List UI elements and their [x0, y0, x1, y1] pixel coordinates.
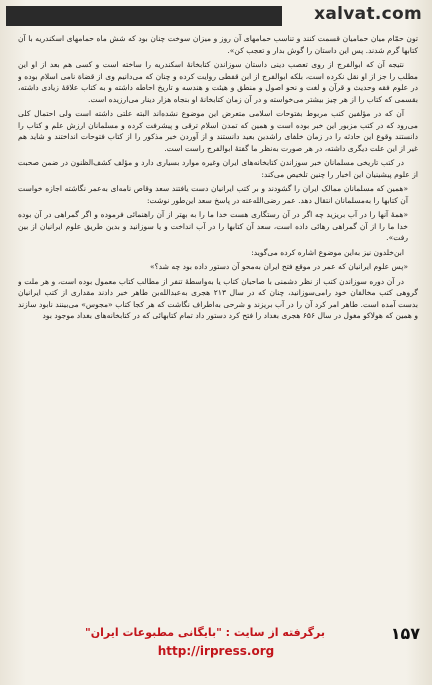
paragraph: تون حمّام میان حمامیان قسمت کنند و تناسب حمامهای آن روز و میزان سوخت چنان بود که شش ماه حمامهای اسکندریه با آن کتابها گرم شدند. پس این داستان را گوش بدار و تعجب کن».: [18, 34, 418, 55]
header-bar: [6, 6, 282, 26]
source-url-link[interactable]: http://irpress.org: [157, 644, 275, 658]
paragraph: نتیجه آن که ابوالفرج از روی تعصب دینی داستان سوزاندن کتابخانهٔ اسکندریه را ساخته است و کسی هم بعد از او این مطلب را جز از او نقل نکرده است، بلکه ابوالفرج از ابن قفطی روایت کرده و چنان که می‌دانیم وی از قضاة نامی اسلام بوده و در علوم فقه وحدیث و قرآن و لغت و نحو اصول و منطق و هیئت و هندسه و تاریخ احاطه داشته و به کتاب علاقهٔ زیادی داشته، بقسمی که کتاب را از هر چیز بیشتر می‌خواسته و در آن زمان کتابخانهٔ او بنجاه هزار دینار می‌ارزیده است.: [18, 60, 418, 104]
quotation: «همین که مسلمانان ممالک ایران را گشودند و بر کتب ایرانیان دست یافتند سعد وقاص نامه‌ای به‌عمر نگاشته اجازه خواست آن کتابها را به‌مسلمانان انتقال دهد. عمر رضی‌الله‌عنه در پاسخ سعد این‌طور نوشت:: [18, 184, 408, 205]
quotation: «همهٔ آنها را در آب بریزید چه اگر در آن رستگاری هست خدا ما را به بهتر از آن راهنمائی فرموده و اگر گمراهی در آن بوده خدا ما را از آن گمراهی رهائی داده است، سعد آن کتابها را در آب انداخت و یا سوزانید و بدین طریق علوم ایرانیان از بین رفت».: [18, 210, 408, 242]
paragraph: آن که در مؤلفین کتب مربوط بفتوحات اسلامی متعرض این موضوع نشده‌اند البته علتی داشته است ولی احتمال کلی می‌رود که در کتب مزبور این خبر بوده است و همین که تمدن اسلام ترقی و پیشرفت کرده و مسلمانان ارزش علم و کتاب را دانستند وقوع این حادثه را در زمان خلفای راشدین بعید دانستند و از آوردن خبر مذکور را از کتاب فتوحات انداختند و شاید هم غیر از این علت دیگری داشته، در هر صورت به‌نظر ما گفتهٔ ابوالفرج راست است.: [18, 109, 418, 153]
paragraph: در کتب تاریخی مسلمانان خبر سوزاندن کتابخانه‌های ایران وغیره موارد بسیاری دارد و مؤلف کشف‌الظنون در ضمن صحبت از علوم پیشینیان این اخبار را چنین تلخیص می‌کند:: [18, 158, 418, 179]
source-credit: برگرفته از سایت : "بایگانی مطبوعات ایران": [85, 626, 325, 639]
body-text: [18, 33, 418, 618]
paragraph: در آن دوره سوزاندن کتب از نظر دشمنی با صاحبان کتاب یا به‌واسطهٔ تنفر از مطالب کتاب معمول بوده است، و هر ملت و گروهی کتب مخالفان خود رامی‌سوزانید، چنان که در سال ۲۱۳ هجری به‌عبدالله‌بن طاهر خبر دادند مقداری از کتب ایرانیان بدست آمده است. طاهر امر کرد آن را در آب بریزند و شرحی به‌اطراف نگاشت که هر کجا کتاب «مجوس» می‌بینند نابود سازند و همین که هولاکو مغول در سال ۶۵۶ هجری بغداد را فتح کرد دستور داد تمام کتابهائی که در کتابخانه‌های بغداد موجود بود: [18, 276, 418, 320]
quotation: «پس علوم ایرانیان که عمر در موقع فتح ایران به‌محو آن دستور داده بود چه شد؟»: [149, 262, 408, 271]
site-watermark: xalvat.com: [314, 4, 422, 24]
page-number: ۱۵۷: [390, 624, 420, 643]
page-footer: [0, 624, 432, 685]
paragraph: ابن‌خلدون نیز به‌این موضوع اشاره کرده می‌گوید:: [251, 247, 404, 257]
